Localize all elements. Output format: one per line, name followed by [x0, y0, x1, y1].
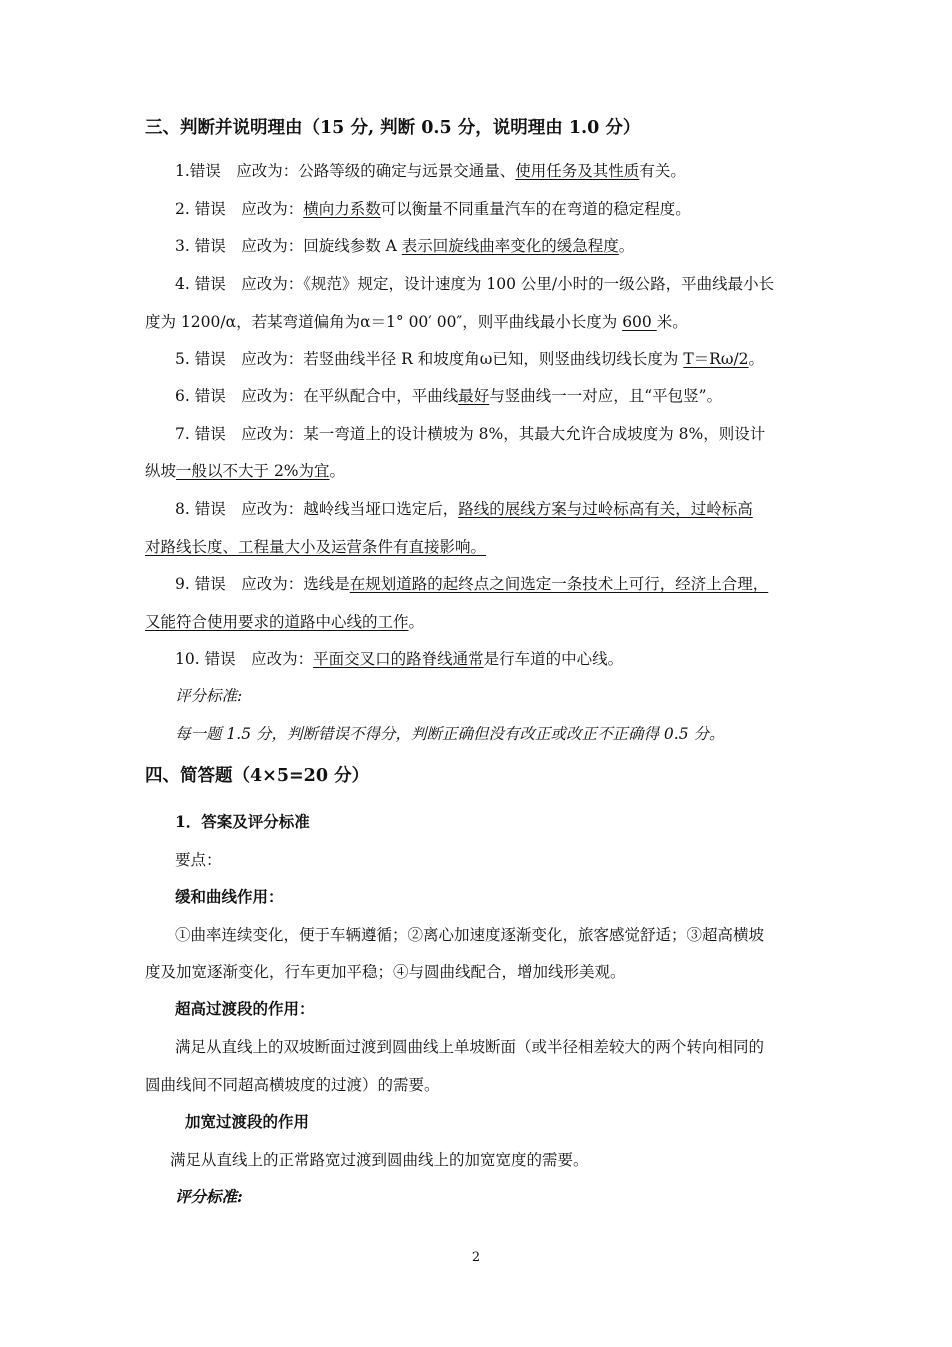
item-9-line-1: 9. 错误 应改为：选线是在规划道路的起终点之间选定一条技术上可行，经济上合理， — [175, 575, 769, 593]
transition-curve-line-1: ①曲率连续变化，便于车辆遵循；②离心加速度逐渐变化，旅客感觉舒适；③超高横坡 — [175, 926, 765, 944]
section-4-title: 四、简答题（4×5=20 分） — [145, 766, 370, 786]
item-8-line-1: 8. 错误 应改为：越岭线当垭口选定后，路线的展线方案与过岭标高有关，过岭标高 — [175, 500, 753, 518]
item-7-line-2: 纵坡一般以不大于 2%为宜。 — [145, 462, 346, 480]
item-3: 3. 错误 应改为：回旋线参数 A 表示回旋线曲率变化的缓急程度。 — [175, 237, 635, 255]
superelevation-line-2: 圆曲线间不同超高横坡度的过渡）的需要。 — [145, 1076, 440, 1094]
item-7-line-1: 7. 错误 应改为：某一弯道上的设计横坡为 8%，其最大允许合成坡度为 8%，则设计 — [175, 425, 766, 443]
item-2: 2. 错误 应改为：横向力系数可以衡量不同重量汽车的在弯道的稳定程度。 — [175, 200, 691, 218]
transition-curve-line-2: 度及加宽逐渐变化，行车更加平稳；④与圆曲线配合，增加线形美观。 — [145, 963, 626, 981]
transition-curve-heading: 缓和曲线作用： — [175, 887, 284, 906]
q1-heading: 1．答案及评分标准 — [175, 812, 310, 831]
item-9-line-2: 又能符合使用要求的道路中心线的工作。 — [145, 613, 425, 631]
item-4-line-2: 度为 1200/α，若某弯道偏角为α＝1° 00′ 00″，则平曲线最小长度为 600 米。 — [145, 313, 688, 331]
item-10: 10. 错误 应改为：平面交叉口的路脊线通常是行车道的中心线。 — [175, 650, 624, 668]
widening-text: 满足从直线上的正常路宽过渡到圆曲线上的加宽宽度的需要。 — [170, 1151, 589, 1169]
item-6: 6. 错误 应改为：在平纵配合中，平曲线最好与竖曲线一一对应，且“平包竖”。 — [175, 387, 723, 405]
superelevation-heading: 超高过渡段的作用： — [175, 999, 315, 1018]
section-3-title: 三、判断并说明理由（15 分, 判断 0.5 分，说明理由 1.0 分） — [145, 118, 641, 138]
points-label: 要点： — [175, 851, 222, 869]
criteria-label: 评分标准: — [175, 687, 243, 705]
page-number: 2 — [471, 1250, 481, 1265]
criteria-label-2: 评分标准: — [175, 1187, 243, 1206]
criteria-text: 每一题 1.5 分，判断错误不得分，判断正确但没有改正或改正不正确得 0.5 分。 — [175, 725, 725, 743]
item-1: 1.错误 应改为：公路等级的确定与远景交通量、使用任务及其性质有关。 — [175, 162, 686, 180]
item-5: 5. 错误 应改为：若竖曲线半径 R 和坡度角ω已知，则竖曲线切线长度为 T＝Rω/2。 — [175, 350, 765, 368]
superelevation-line-1: 满足从直线上的双坡断面过渡到圆曲线上单坡断面（或半径相差较大的两个转向相同的 — [175, 1038, 765, 1056]
widening-heading: 加宽过渡段的作用 — [185, 1112, 310, 1131]
item-4-line-1: 4. 错误 应改为：《规范》规定，设计速度为 100 公里/小时的一级公路，平曲线最小长 — [175, 275, 775, 293]
item-8-line-2: 对路线长度、工程量大小及运营条件有直接影响。 — [145, 538, 487, 556]
